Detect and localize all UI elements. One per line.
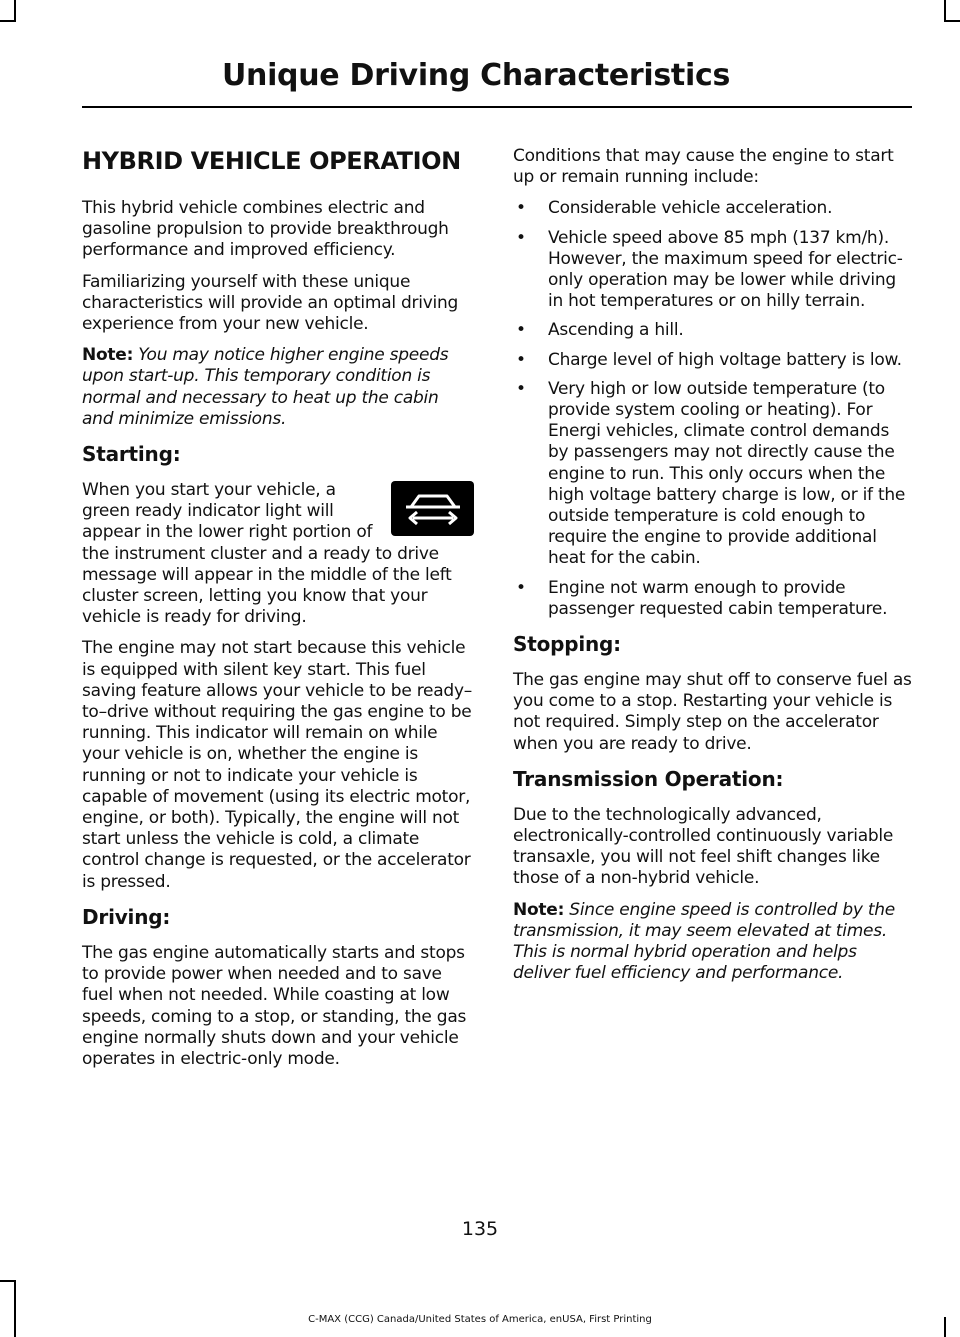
- ready-to-drive-icon-glyph: [401, 487, 465, 531]
- intro-paragraph-1: This hybrid vehicle combines electric and gasoline propulsion to provide breakthrough performance and improved efficiency.: [82, 198, 449, 261]
- stopping-heading: Stopping:: [513, 632, 621, 657]
- header-divider: [82, 106, 912, 108]
- starting-heading: Starting:: [82, 442, 181, 467]
- list-item: • Charge level of high voltage battery is low.: [513, 350, 913, 371]
- intro-paragraph-2: Familiarizing yourself with these unique characteristics will provide an optimal driving experience from your new vehicle.: [82, 271, 459, 335]
- conditions-list: [513, 198, 913, 620]
- crop-mark: [14, 0, 16, 20]
- driving-paragraph: The gas engine automatically starts and stops to provide power when needed and to save fuel when not needed. While coasting at low speeds, coming to a stop, or standing, the gas engine normally shuts down and your vehicle operates in electric-only mode.: [82, 942, 467, 1069]
- section-heading: HYBRID VEHICLE OPERATION: [82, 147, 461, 175]
- list-item: • Considerable vehicle acceleration.: [513, 198, 913, 219]
- page-header-title: Unique Driving Characteristics: [221, 58, 730, 93]
- right-column: [513, 146, 913, 995]
- starting-paragraph-1: When you start your vehicle, a green ready indicator light will appear in the lower right portion of the instrument cluster and a ready to drive message will appear in the middle of the left cluster screen, letting you know that your vehicle is ready for driving.: [82, 480, 452, 628]
- transmission-heading: Transmission Operation:: [513, 766, 784, 791]
- list-item: • Ascending a hill.: [513, 320, 913, 341]
- footer-text: C-MAX (CCG) Canada/United States of America, enUSA, First Printing: [308, 1314, 652, 1325]
- note-text: You may notice higher engine speeds upon start-up. This temporary condition is normal and necessary to heat up the cabin and minimize emissions.: [82, 345, 449, 429]
- note-label: Note:: [82, 345, 134, 366]
- note-transmission: [513, 900, 913, 985]
- list-item: • Very high or low outside temperature (to provide system cooling or heating). For Energi vehicles, climate control demands by passengers may not directly cause the engine to run. This only occurs when the high voltage battery charge is low, or if the outside temperature is cold enough to require the engine to provide additional heat for the cabin.: [513, 379, 913, 570]
- crop-mark: [944, 20, 960, 22]
- page-number: 135: [461, 1218, 499, 1240]
- ready-to-drive-icon: [391, 481, 474, 536]
- list-item: • Engine not warm enough to provide passenger requested cabin temperature.: [513, 578, 913, 620]
- crop-mark: [0, 20, 16, 22]
- crop-mark: [944, 0, 946, 20]
- note-startup: [82, 345, 474, 430]
- transmission-paragraph: Due to the technologically advanced, electronically-controlled continuously variable transaxle, you will not feel shift changes like those of a non-hybrid vehicle.: [513, 804, 894, 889]
- driving-heading: Driving:: [82, 904, 171, 929]
- crop-mark: [0, 1280, 16, 1282]
- note-text: Since engine speed is controlled by the transmission, it may seem elevated at times. This is normal hybrid operation and helps deliver fuel efficiency and performance.: [513, 899, 895, 984]
- left-column: [82, 146, 474, 1080]
- starting-paragraph-2: The engine may not start because this vehicle is equipped with silent key start. This fuel saving feature allows your vehicle to be ready–to–drive without requiring the gas engine to be running. This indicator will remain on while your vehicle is on, whether the engine is running or not to indicate your vehicle is capable of movement (using its electric motor, engine, or both). Typically, the engine will not start unless the vehicle is cold, a climate control change is requested, or the accelerator is pressed.: [82, 638, 473, 892]
- list-item: • Vehicle speed above 85 mph (137 km/h). However, the maximum speed for electric-only operation may be lower while driving in hot temperatures or on hilly terrain.: [513, 228, 913, 313]
- stopping-paragraph: The gas engine may shut off to conserve fuel as you come to a stop. Restarting your vehicle is not required. Simply step on the accelerator when you are ready to drive.: [513, 670, 912, 754]
- conditions-intro: Conditions that may cause the engine to start up or remain running include:: [513, 146, 894, 188]
- crop-mark: [14, 1280, 16, 1337]
- note-label: Note:: [513, 899, 565, 920]
